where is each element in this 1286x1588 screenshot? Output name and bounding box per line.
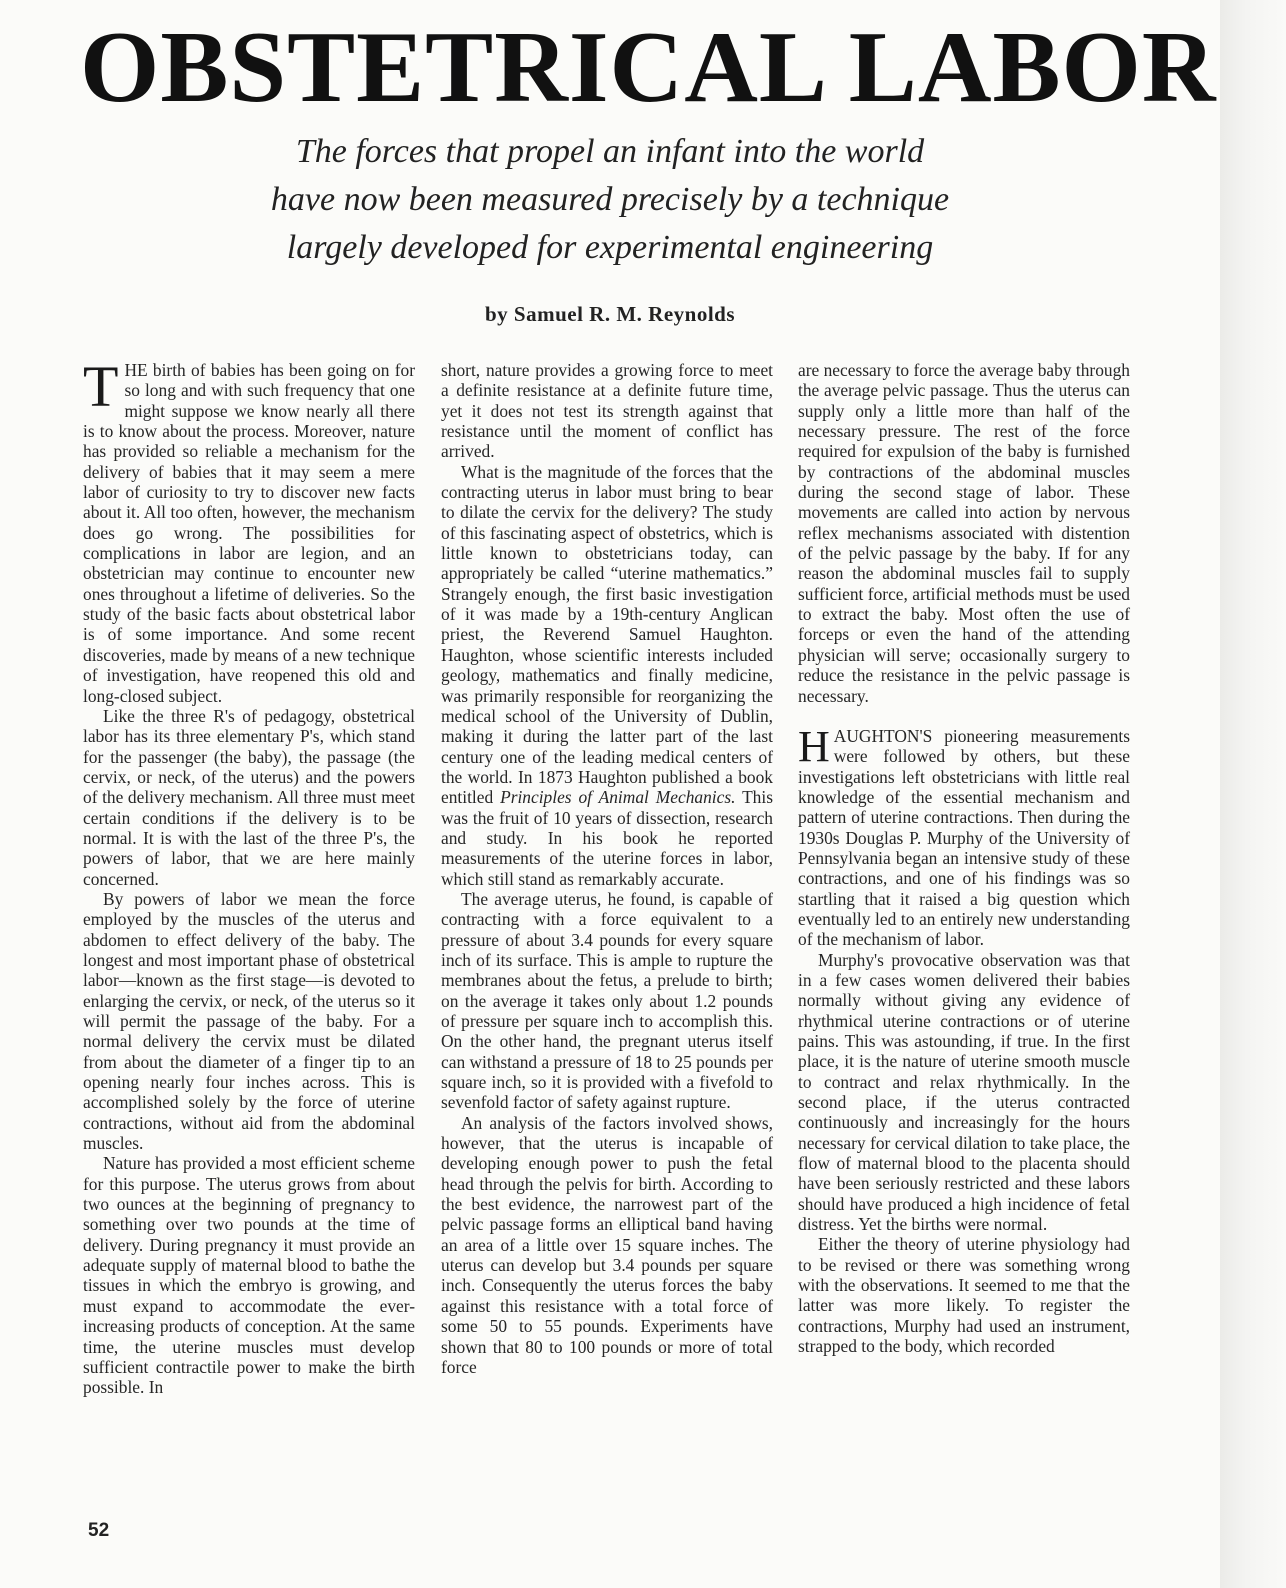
drop-cap: T: [83, 354, 119, 419]
text-column-3: [798, 360, 1130, 1357]
page-number: 52: [88, 1520, 110, 1541]
paragraph: Nature has provided a most efficient scheme for this purpose. The uterus grows from about two ounces at the beginning of pregnancy to something over two pounds at the time of delivery. During pregnancy it must provide an adequate supply of maternal blood to bathe the tissues in which the embryo is growing, and must expand to accommodate the ever-increasing products of conception. At the same time, the uterine muscles must develop sufficient contractile power to make the birth possible. In: [83, 1153, 415, 1398]
article-deck: [230, 128, 990, 272]
paragraph: short, nature provides a growing force to meet a definite resistance at a definite future time, yet it does not test its strength against that resistance until the moment of conflict has arrived.: [441, 360, 773, 462]
paragraph: [441, 462, 773, 889]
article-title: OBSTETRICAL LABOR: [80, 11, 1217, 124]
book-title: Principles of Animal Mechanics.: [500, 787, 736, 808]
deck-line: The forces that propel an infant into the world: [295, 133, 925, 170]
paragraph: Like the three R's of pedagogy, obstetrical labor has its three elementary P's, which stand for the passenger (the baby), the passage (the cervix, or neck, of the uterus) and the powers of the delivery mechanism. All three must meet certain conditions if the delivery is to be normal. It is with the last of the three P's, the powers of labor, that we are here mainly concerned.: [83, 705, 415, 889]
paragraph: By powers of labor we mean the force employed by the muscles of the uterus and abdomen to effect delivery of the baby. The longest and most important phase of obstetrical labor—known as the first stage—is devoted to enlarging the cervix, or neck, of the uterus so it will permit the passage of the baby. For a normal delivery the cervix must be dilated from about the diameter of a finger tip to an opening nearly four inches across. This is accomplished solely by the force of uterine contractions, without aid from the abdominal muscles.: [83, 888, 415, 1154]
paragraph-text: AUGHTON'S pioneering measurements were followed by others, but these investigations left obstetricians with little real knowledge of the essential mechanism and pattern of uterine contractions. Then during the 1930s Douglas P. Murphy of the University of Pennsylvania began an intensive study of these contractions, and one of his findings was so startling that it raised a big question which eventually led to an entirely new understanding of the mechanism of labor.: [798, 725, 1130, 950]
deck-line: have now been measured precisely by a technique: [270, 181, 950, 218]
paragraph: are necessary to force the average baby through the average pelvic passage. Thus the uterus can supply only a little more than half of the necessary pressure. The rest of the force required for expulsion of the baby is furnished by contractions of the abdominal muscles during the second stage of labor. These movements are called into action by nervous reflex mechanisms associated with distention of the pelvic passage by the baby. If for any reason the abdominal muscles fail to supply sufficient force, artificial methods must be used to extract the baby. Most often the use of forceps or even the hand of the attending physician will serve; occasionally surgery to reduce the resistance in the pelvic passage is necessary.: [798, 360, 1130, 706]
paragraph: Either the theory of uterine physiology had to be revised or there was something wrong with the observations. It seemed to me that the latter was more likely. To register the contractions, Murphy had used an instrument, strapped to the body, which recorded: [798, 1234, 1130, 1357]
deck-line: largely developed for experimental engineering: [286, 229, 934, 266]
paragraph: [798, 721, 1130, 950]
paragraph: Murphy's provocative observation was that in a few cases women delivered their babies normally without giving any evidence of rhythmical uterine contractions or of uterine pains. This was astounding, if true. In the first place, it is the nature of uterine smooth muscle to contract and relax rhythmically. In the second place, if the uterus contracted continuously and increasingly for the hours necessary for cervical dilation to take place, the flow of maternal blood to the placenta should have been seriously restricted and these labors should have produced a high incidence of fetal distress. Yet the births were normal.: [798, 949, 1130, 1235]
drop-cap: H: [798, 721, 830, 771]
paragraph-text: What is the magnitude of the forces that the contracting uterus in labor must bring to bear to dilate the cervix for the delivery? The study of this fascinating aspect of obstetrics, which is little known to obstetricians today, can appropriately be called “uterine mathematics.” Strangely enough, the first basic investigation of it was made by a 19th-century Anglican priest, the Reverend Samuel Haughton. Haughton, whose scientific interests included geology, mathematics and finally medicine, was primarily responsible for reorganizing the medical school of the University of Dublin, making it during the latter part of the last century one of the leading medical centers of the world. In 1873 Haughton published a book entitled: [441, 461, 773, 808]
paragraph-text: HE birth of babies has been going on for so long and with such frequency that one might suppose we know nearly all there is to know about the process. Moreover, nature has provided so reliable a mechanism for the delivery of babies that it may seem a mere labor of curiosity to try to discover new facts about it. All too often, however, the mechanism does go wrong. The possibilities for complications in labor are legion, and an obstetrician may continue to encounter new ones throughout a lifetime of deliveries. So the study of the basic facts about obstetrical labor is of some importance. And some recent discoveries, made by means of a new technique of investigation, have reopened this old and long-closed subject.: [83, 360, 415, 706]
paragraph: [83, 354, 415, 706]
page-margin-strip: [1220, 0, 1286, 1588]
text-column-1: [83, 354, 415, 1398]
paragraph-text: This was the fruit of 10 years of dissection, research and study. In his book he reported measurements of the uterine forces in labor, which still stand as remarkably accurate.: [441, 787, 773, 889]
paragraph: The average uterus, he found, is capable of contracting with a force equivalent to a pressure of about 3.4 pounds for every square inch of its surface. This is ample to rupture the membranes about the fetus, a prelude to birth; on the average it takes only about 1.2 pounds of pressure per square inch to accomplish this. On the other hand, the pregnant uterus itself can withstand a pressure of 18 to 25 pounds per square inch, so it is provided with a fivefold to sevenfold factor of safety against rupture.: [441, 888, 773, 1113]
paragraph: An analysis of the factors involved shows, however, that the uterus is incapable of developing enough power to push the fetal head through the pelvis for birth. According to the best evidence, the narrowest part of the pelvic passage forms an elliptical band having an area of a little over 15 square inches. The uterus can develop but 3.4 pounds per square inch. Consequently the uterus forces the baby against this resistance with a total force of some 50 to 55 pounds. Experiments have shown that 80 to 100 pounds or more of total force: [441, 1112, 773, 1377]
byline: by Samuel R. M. Reynolds: [484, 302, 736, 326]
text-column-2: [441, 360, 773, 1377]
